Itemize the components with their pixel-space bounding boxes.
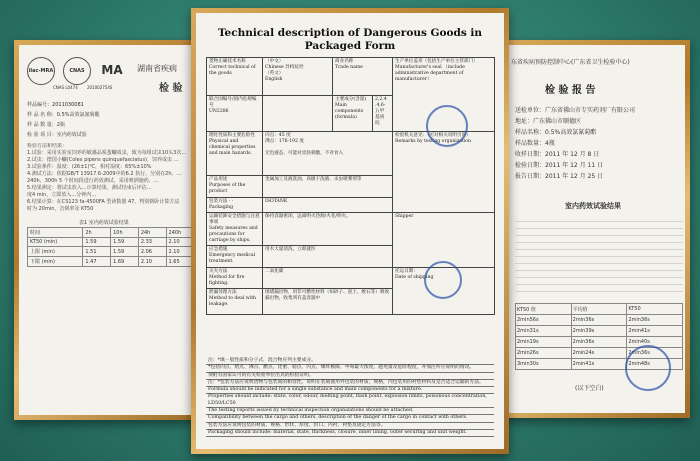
right-field: 送检单位：广东省佛山市专实药剂厂有限公司 (515, 107, 636, 114)
table-row: 产品用途 Purposes of the product 金属加工及液洗油、高级干洗液、杀虫喷雾剂等 (207, 176, 495, 198)
right-section-title: 室内药效试验结果 (565, 202, 621, 210)
center-notes: 注：*填一般性质和分子式，混合物应列主要成分。 *包括闪点、熔点、沸点、燃点、比重、稳点、闪点、爆炸极限、中毒最大浓度、越死量及危险程度，并加注所应说明的情况。 须附有国家认可的有关检验单位出具的检验证明。 注：*包装方法应说明货物与包装间的相容性。说明在装载使用外包装的材质、规格，内包装用的衬垫材料及是否适合运输的方法。 Formula should be indicated for a single substance and main components for a mixture. Properties should include: state, color, odour, melting point, flash point, explosion limits, poisonous concentration, LD50/LC50 The testing reports issued by technical inspection organizations should be attached. Compatibility between the cargo and others, description of the danger of the cargo in contact with others. 包装方法应说明包装的材质、规格、形状、厚度、封口、内衬、衬垫及固定方法等。 Packaging should include: material, state, thickness, closure, inner lining, outer securing and unit weight. (206, 358, 494, 437)
right-official-seal (625, 345, 671, 391)
left-heading: 检 验 (159, 83, 183, 94)
left-table-title: 表1 室内药效试验结果 (79, 220, 129, 226)
table-row: KT50 (min) 1.59 1.59 2.33 2.10 (28, 238, 197, 247)
table-row: KT50 值 平均值 KT50 (516, 304, 683, 315)
cnas-code: CNAS L0474 (53, 85, 78, 90)
table-row: 2min19s 2min36s 2min40s (516, 337, 683, 348)
right-footer: (以下空白) (575, 385, 604, 392)
left-row: 样 品 数 量：2瓶 (27, 122, 65, 128)
left-org: 湖南省疾病 (137, 64, 177, 73)
table-row: 2min31s 2min39s 2min41s (516, 326, 683, 337)
ma-code: 201002754S (87, 85, 113, 90)
right-field: 检验日期：2011 年 12 月 11 日 (515, 162, 604, 169)
right-fields (515, 105, 685, 182)
left-text-block: 检验方法和结果： 1.试验：采用实验室饲养的敏感品系蜚蠊成虫，致为每组试虫10头3次… 2.试虫：德国小蠊(Colex pipens quinquefasciatus)，饲养成虫 … 3.试验条件：温度：(26±1)℃，相对湿度：65%±10% 4.测试方法：依据GB/T 13917.6-2009中的6.2 执行，分别在2h、… 240h、300h 5 个时间段进行药效测试，采用喷洒施药，… 5.结果测定：将试虫放入…计算结果，测试结束后评估… 度4 min，立即放入…分钟内… 6.结果计算：在CS123 fa-4500FA 型读数器 47，判别倒卧计算方法 时为 20min，击倒率及 KT50 (27, 143, 187, 212)
shipper-seal (424, 261, 462, 299)
ma-logo: MA (101, 63, 123, 77)
right-field: 地址：广东佛山市顺德区 (515, 118, 582, 125)
right-text-lines (515, 215, 683, 295)
manufacturer-seal (426, 105, 468, 147)
right-certificate-paper (505, 45, 685, 413)
left-row: 样 品 名 称：0.5%高效氯氰菊酯 (27, 112, 100, 118)
table-row: 上限 (min) 1.51 1.59 2.06 2.10 (28, 247, 197, 257)
left-row: 样品编号：2011030081 (27, 102, 84, 108)
ilac-mra-logo: ilac-MRA (27, 57, 55, 85)
table-row: 时间 2h 10h 24h 240h (28, 228, 197, 238)
table-row: 下限 (min) 1.47 1.69 2.10 1.65 (28, 257, 197, 267)
table-row: 联合国编号/国内危规编号 UN2286 主要成分(含量) Main components (formula) 2,2,4 .4,6- 五甲 基庚 烷 (207, 96, 495, 132)
right-field: 样品数量：4瓶 (515, 140, 555, 147)
left-logos (27, 57, 125, 85)
table-row: 泄漏处理方法 Method to deal with leakage. 围堵漏出物，用非可燃性材料（如砂子、泥土、蛭石等）吸收漏出物，收集到有盖容器中 (207, 289, 495, 315)
table-row: 包装方法 · · Packaging ISOTANK (207, 198, 495, 213)
table-row: 理化性质和主要危险性 Physical and chemical properties and main hazards. 闪点：45 度 沸点：176-192 度 无色液态，可能对皮肤刺激，不对食入 检验机关意见：（可对相关说明引用） Remarks by testing organization (207, 132, 495, 176)
center-certificate-paper (196, 13, 504, 449)
right-field: 样品名称：0.5%高效氯氰菊酯 (515, 129, 597, 136)
right-header: 东省疾病预防控制中心(广东省卫生检验中心) (511, 59, 630, 66)
right-field: 报告日期：2011 年 12 月 25 日 (515, 173, 604, 180)
center-certificate-frame (191, 8, 509, 454)
table-row: 货物正确技术名称 Correct technical of the goods （中文） Chinese 异构烷烃 （英文） English 商业名称 Trade name 生产单位盖章（包括生产单位主管部门） Manufacturer's seal （include administrative department of manufacturer） (207, 58, 495, 96)
left-certificate-paper (19, 45, 199, 415)
table-row: 3min30s 2min41s 2min48s (516, 359, 683, 370)
left-results-table (27, 227, 197, 267)
cnas-logo: CNAS (63, 57, 91, 85)
table-row: 运输装卸安全措施与注意事项 Safety measures and precautions for carriage by ships. 保持容器密闭，远离明火热源/火花/明火。 Shipper (207, 213, 495, 246)
table-row: 2min26s 2min24s 2min36s (516, 348, 683, 359)
center-title: Technical description of Dangerous Goods in Packaged Form (217, 27, 483, 52)
left-row: 检 验 项 目：室内药效试验 (27, 132, 87, 138)
left-certificate-frame (14, 40, 204, 420)
right-certificate-frame (500, 40, 690, 418)
right-field: 收样日期：2011 年 12 月 8 日 (515, 151, 600, 158)
table-row: 应急措施 Emergency medical treatment. 用水大量清洗，立即就医 (207, 246, 495, 268)
right-heading: 检 验 报 告 (545, 85, 596, 96)
table-row: 灭火方法 Method for fire fighting. 二氧化碳 托运日期： Date of shipping (207, 268, 495, 289)
table-row: 2min56s 2min36s 2min36s (516, 315, 683, 326)
